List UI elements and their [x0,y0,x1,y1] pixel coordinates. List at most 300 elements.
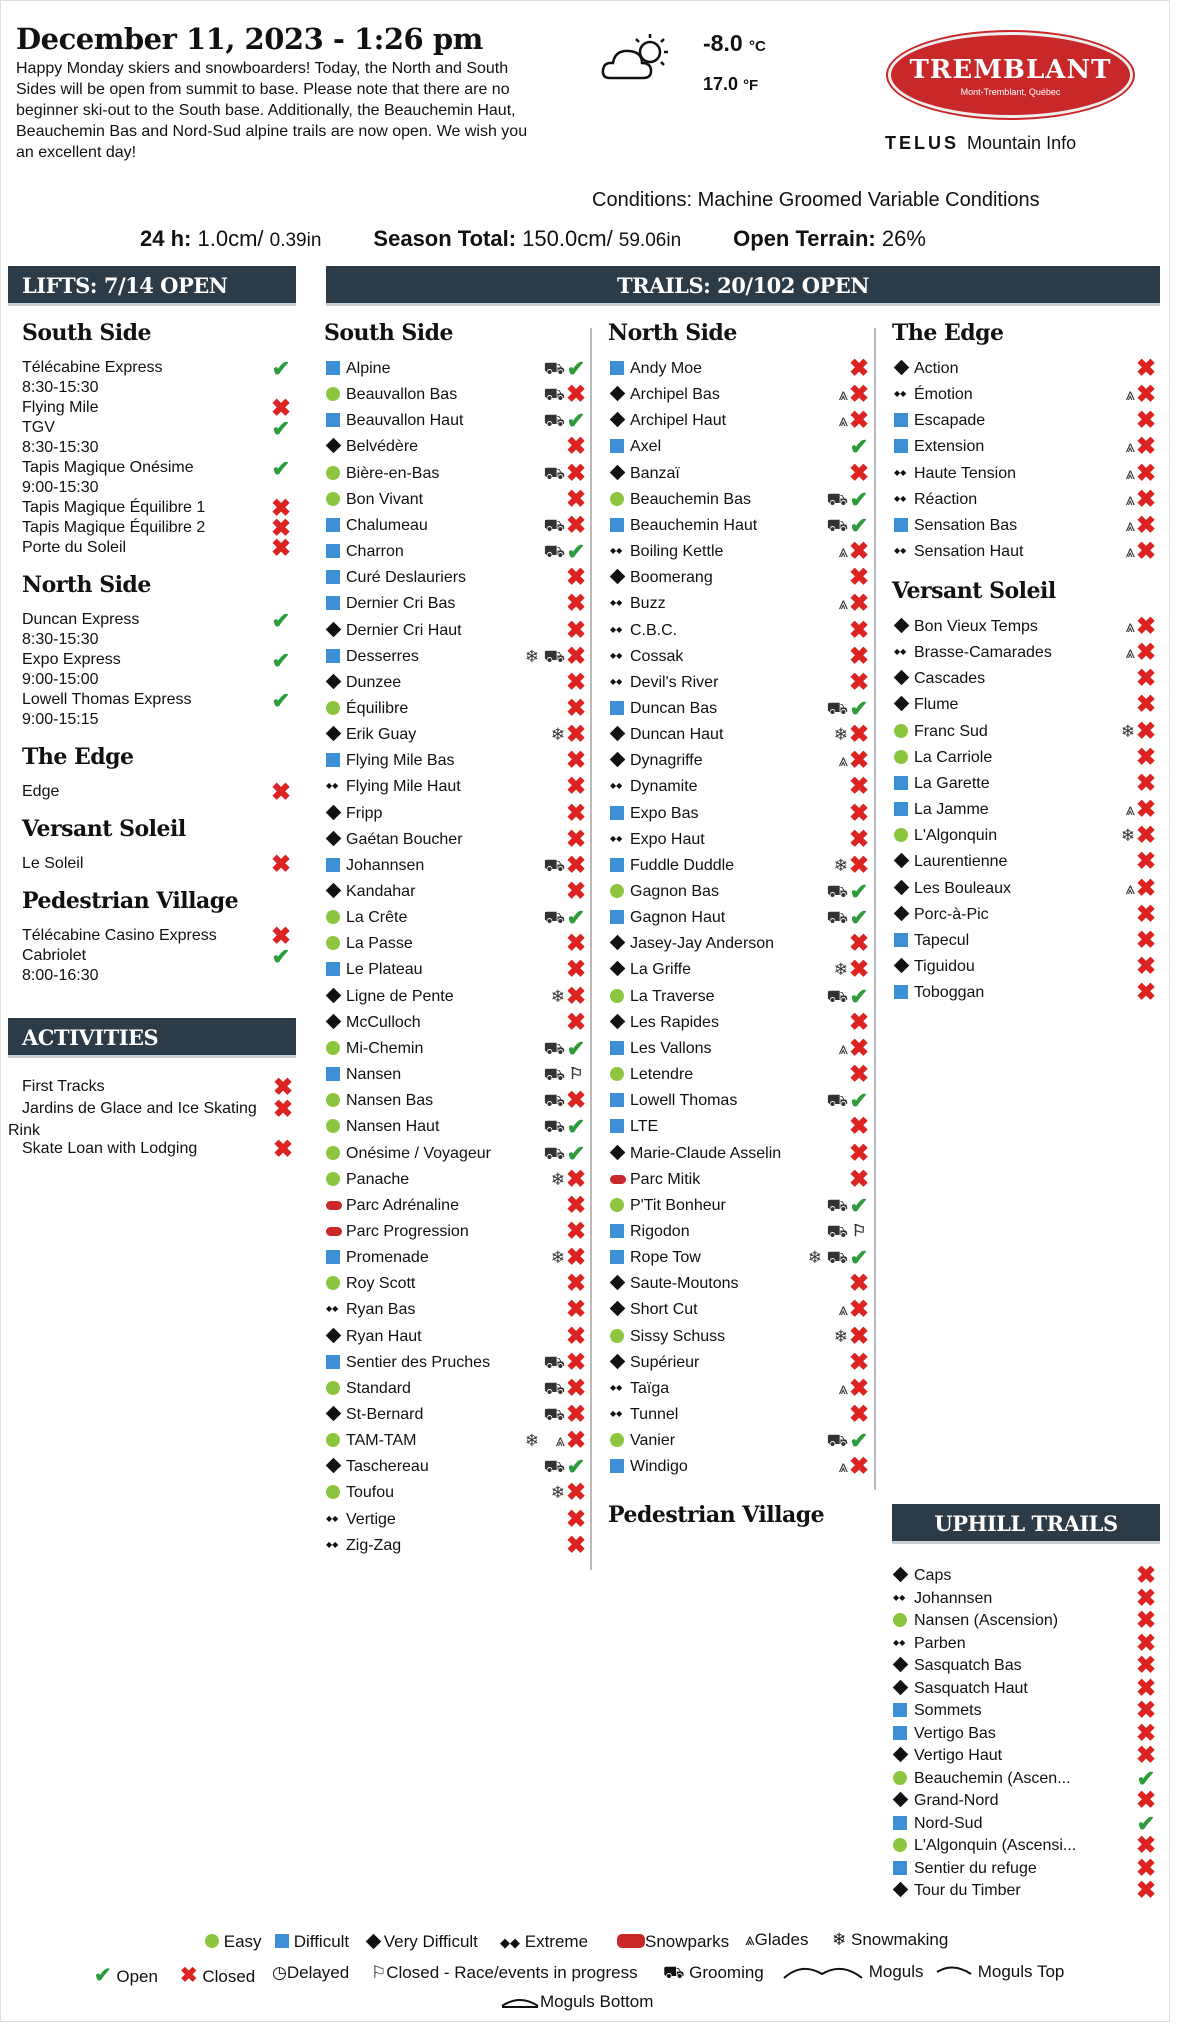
trail-name[interactable]: Brasse-Camarades [914,644,1052,662]
trail-name[interactable]: Letendre [630,1066,694,1084]
glades-icon: ⩓ [1125,489,1135,509]
legend-very-difficult [368,1932,478,1952]
trail-name[interactable]: Équilibre [346,699,409,717]
trail-name[interactable]: Mi-Chemin [346,1039,424,1057]
activity-name[interactable]: Jardins de Glace and Ice Skating [22,1100,257,1117]
trail-name[interactable]: Flying Mile Haut [346,778,461,796]
grooming-icon: ⛟ [543,1457,565,1477]
trail-name[interactable]: McCulloch [346,1013,421,1031]
snowmaking-icon: ❄ [832,1930,847,1949]
closed-x-icon: ✖ [1135,1652,1157,1679]
trail-name[interactable]: Boomerang [630,569,713,587]
open-check-icon: ✔ [849,1245,869,1271]
closed-x-icon: ✖ [565,433,587,461]
season-total-in: 59.06in [618,230,682,251]
section-title: North Side [22,572,151,598]
telus-mountain-info [885,133,1076,154]
trail-name[interactable]: Supérieur [630,1353,700,1371]
open-check-icon: ✔ [1136,1765,1156,1791]
trail-name[interactable]: Alpine [346,360,391,377]
closed-x-icon: ✖ [180,1964,198,1987]
grooming-icon: ⛟ [543,1352,565,1372]
trail-name[interactable]: Gaétan Boucher [346,830,463,848]
closed-x-icon: ✖ [565,381,587,409]
closed-x-icon: ✖ [1135,1854,1157,1882]
legend-moguls-bottom [500,1990,653,2017]
closed-x-icon: ✖ [1135,381,1157,409]
trail-name[interactable]: Marie-Claude Asselin [630,1144,782,1162]
trail-name[interactable]: Les Rapides [630,1013,719,1031]
trail-name[interactable]: Archipel Haut [630,412,727,430]
lift-hours[interactable]: 8:30-15:30 [22,439,99,456]
lift-name[interactable]: Expo Express [22,651,121,668]
snowmaking-icon: ❄ [833,725,848,745]
trail-name[interactable]: Beauvallon Haut [346,412,464,430]
trails-header: TRAILS: 20/102 OPEN [326,266,1160,306]
trail-name[interactable]: Windigo [630,1458,688,1476]
easy-icon [326,1146,340,1160]
closed-x-icon: ✖ [565,1296,587,1324]
closed-x-icon: ✖ [565,878,587,905]
trail-name[interactable]: P'Tit Bonheur [630,1196,726,1214]
closed-x-icon: ✖ [848,590,870,618]
temperature-celsius [703,30,766,57]
closed-x-icon: ✖ [272,1074,294,1101]
open-check-icon: ✔ [849,434,869,460]
trail-name[interactable]: La Carriole [914,748,993,766]
lift-name[interactable]: Edge [22,783,60,800]
closed-x-icon: ✖ [565,485,587,513]
temp-f-value: 17.0 [703,74,739,94]
legend-grooming-label: Grooming [689,1963,764,1982]
lift-name[interactable]: Duncan Express [22,611,140,628]
legend-closed-label: Closed [202,1967,256,1986]
easy-icon [205,1934,219,1948]
grooming-icon: ⛟ [543,542,565,562]
lift-name[interactable]: Télécabine Casino Express [22,927,217,944]
closed-x-icon: ✖ [848,1008,870,1036]
activity-name[interactable]: First Tracks [22,1078,105,1095]
legend-easy-label: Easy [223,1932,262,1951]
logo-text: TREMBLANT [909,55,1112,85]
closed-x-icon: ✖ [848,1061,870,1089]
open-check-icon: ✔ [94,1964,112,1987]
trail-name[interactable]: Expo Bas [630,804,699,822]
trail-name[interactable]: Parc Mitik [630,1170,701,1188]
glades-icon: ⩓ [1125,437,1135,457]
trail-name[interactable]: Bière-en-Bas [346,464,440,482]
trail-name[interactable]: Promenade [346,1249,429,1267]
trail-name[interactable]: Devil's River [630,673,719,691]
trail-name[interactable]: Sensation Haut [914,543,1024,561]
legend-moguls-top [935,1960,1064,1987]
difficult-icon [610,1041,624,1055]
lift-name[interactable]: Tapis Magique Onésime [22,459,194,476]
uphill-trail-name[interactable]: Sommets [914,1702,982,1719]
difficult-icon [610,701,624,715]
trail-name[interactable]: Taïga [630,1379,670,1397]
grooming-icon: ⛟ [543,411,565,431]
legend-open-label: Open [116,1967,158,1986]
trail-name[interactable]: Les Bouleaux [914,879,1011,897]
daily-message: Happy Monday skiers and snowboarders! Today, the North and South Sides will be open from summit to base. Please note that there are no beginner ski-out to the South base. Additionally, the Beauchemin Haut, Beauchemin Bas and Nord-Sud alpine trails are now open. We wish you an excellent day! [16,60,528,161]
activity-name[interactable]: Rink [8,1122,41,1139]
lift-hours[interactable]: 9:00-15:00 [22,671,99,688]
closed-x-icon: ✖ [565,799,587,827]
trail-name[interactable]: Ligne de Pente [346,987,454,1005]
trail-name[interactable]: C.B.C. [630,621,678,639]
closed-x-icon: ✖ [1135,1832,1157,1859]
trail-name[interactable]: Dynagriffe [630,752,703,770]
trail-name[interactable]: Ryan Haut [346,1327,422,1345]
mountain-info-label: Mountain Info [967,133,1077,153]
trail-name[interactable]: La Garette [914,774,990,792]
trail-name[interactable]: Boiling Kettle [630,543,724,561]
uphill-trail-name[interactable]: Sasquatch Haut [914,1679,1028,1697]
lift-name[interactable]: Tapis Magique Équilibre 1 [22,499,206,516]
closed-x-icon: ✖ [1135,639,1157,667]
trail-name[interactable]: Lowell Thomas [630,1092,738,1110]
closed-x-icon: ✖ [565,1191,587,1219]
closed-x-icon: ✖ [848,459,870,487]
closed-x-icon: ✖ [1135,874,1157,902]
trail-name[interactable]: Dynamite [630,778,698,796]
closed-x-icon: ✖ [565,1348,587,1376]
closed-x-icon: ✖ [270,779,292,806]
snowmaking-icon: ❄ [1120,826,1135,846]
trail-name[interactable]: Les Vallons [630,1039,712,1057]
closed-x-icon: ✖ [1135,485,1157,513]
difficult-icon [610,439,624,453]
trail-name[interactable]: La Passe [346,935,413,953]
snowmaking-icon: ❄ [833,1326,848,1346]
trail-name[interactable]: Dernier Cri Haut [346,621,462,639]
trail-name[interactable]: Vanier [630,1432,676,1450]
trail-name[interactable]: Axel [630,438,662,456]
glades-icon: ⩓ [555,1431,565,1451]
trail-name[interactable]: Bon Vieux Temps [914,618,1038,635]
trail-name[interactable]: Banzaï [630,464,680,482]
race-flag-icon: ⚐ [568,1066,584,1084]
snowpark-icon [610,1175,626,1184]
closed-x-icon: ✖ [270,535,292,562]
snow-24h-in: 0.39in [269,230,322,251]
trail-name[interactable]: Fripp [346,804,383,822]
closed-x-icon: ✖ [565,747,587,775]
difficult-icon [326,1067,340,1081]
trail-name[interactable]: Laurentienne [914,853,1008,871]
uphill-trail-name[interactable]: Vertigo Haut [914,1747,1003,1764]
closed-x-icon: ✖ [848,1401,870,1428]
open-terrain-value: 26% [881,226,926,251]
trail-name[interactable]: LTE [630,1118,659,1136]
trail-name[interactable]: Tiguidou [914,957,975,975]
activity-name[interactable]: Skate Loan with Lodging [22,1140,198,1157]
lift-hours[interactable]: 8:00-16:30 [22,967,99,984]
trail-name[interactable]: Flying Mile Bas [346,752,455,770]
trail-name[interactable]: Beauchemin Haut [630,516,758,534]
uphill-trail-name[interactable]: Parben [914,1634,966,1652]
difficult-icon [610,858,624,872]
glades-icon: ⩓ [1125,463,1135,483]
uphill-trail-name[interactable]: Johannsen [914,1589,993,1607]
difficult-icon [326,570,340,584]
lift-name[interactable]: Cabriolet [22,947,87,964]
easy-icon [893,1771,907,1785]
trail-name[interactable]: Flume [914,696,959,714]
closed-x-icon: ✖ [848,355,870,382]
trail-name[interactable]: Toboggan [914,984,985,1002]
uphill-trail-name[interactable]: Nansen (Ascension) [914,1612,1059,1629]
trail-name[interactable]: Porc-à-Pic [914,905,989,923]
trail-name[interactable]: L'Algonquin [914,827,998,845]
trail-name[interactable]: Bon Vivant [346,490,424,508]
closed-x-icon: ✖ [848,1034,870,1062]
trail-name[interactable]: Sissy Schuss [630,1327,726,1345]
section-title: South Side [324,320,453,346]
trail-name[interactable]: Johannsen [346,856,425,874]
trail-name[interactable]: Réaction [914,490,978,508]
trail-name[interactable]: Parc Progression [346,1222,469,1240]
trail-name[interactable]: Beauvallon Bas [346,386,458,404]
lift-hours[interactable]: 9:00-15:15 [22,711,99,728]
difficult-icon [894,413,908,427]
trail-name[interactable]: Fuddle Duddle [630,856,735,874]
uphill-trail-name[interactable]: Vertigo Bas [914,1724,996,1742]
difficult-icon [894,518,908,532]
section-title: Versant Soleil [892,578,1056,604]
closed-x-icon: ✖ [565,721,587,749]
trail-name[interactable]: Sentier des Pruches [346,1353,491,1371]
open-check-icon: ✔ [566,905,586,931]
grooming-icon: ⛟ [826,698,848,718]
closed-x-icon: ✖ [565,1505,587,1533]
trail-name[interactable]: Gagnon Bas [630,883,719,900]
trail-name[interactable]: La Crête [346,909,408,927]
closed-x-icon: ✖ [1135,538,1157,566]
trail-name[interactable]: Franc Sud [914,722,988,740]
closed-x-icon: ✖ [848,1322,870,1350]
season-total-label: Season Total: [373,226,517,251]
snowmaking-icon: ❄ [833,855,848,875]
grooming-icon: ⛟ [826,1431,848,1451]
trail-name[interactable]: Beauchemin Bas [630,490,751,508]
trail-name[interactable]: Nansen Bas [346,1092,434,1110]
snowmaking-icon: ❄ [550,725,565,745]
legend-easy [205,1932,262,1952]
trail-name[interactable]: La Jamme [914,801,989,819]
lift-hours[interactable]: 8:30-15:30 [22,379,99,396]
trail-name[interactable]: TAM-TAM [346,1432,417,1450]
open-check-icon: ✔ [849,486,869,512]
trail-name[interactable]: Parc Adrénaline [346,1196,459,1214]
closed-x-icon: ✖ [565,930,587,958]
closed-x-icon: ✖ [848,851,870,879]
trail-name[interactable]: Tapecul [914,931,970,949]
extreme-icon: ◆◆ [500,1935,520,1950]
lift-name[interactable]: Tapis Magique Équilibre 2 [22,519,206,536]
uphill-trail-name[interactable]: Caps [914,1567,952,1584]
uphill-trail-name[interactable]: Nord-Sud [914,1814,983,1832]
trail-name[interactable]: Zig-Zag [346,1536,402,1554]
trail-name[interactable]: Gagnon Haut [630,909,726,927]
trail-name[interactable]: Sensation Bas [914,516,1018,534]
trail-name[interactable]: Cossak [630,647,684,665]
easy-icon [610,1198,624,1212]
trail-name[interactable]: La Traverse [630,987,715,1005]
trail-name[interactable]: Vertige [346,1510,396,1528]
uphill-trail-name[interactable]: L'Algonquin (Ascensi... [914,1837,1077,1854]
closed-x-icon: ✖ [848,407,870,435]
legend-snowparks [617,1932,729,1952]
trail-name[interactable]: Curé Deslauriers [346,569,467,587]
trail-name[interactable]: Dunzee [346,673,402,691]
open-check-icon: ✔ [849,1088,869,1114]
trail-name[interactable]: Chalumeau [346,516,428,534]
temp-c-unit: °C [749,38,766,55]
lift-hours[interactable]: 8:30-15:30 [22,631,99,648]
uphill-trail-name[interactable]: Sasquatch Bas [914,1657,1022,1674]
closed-x-icon: ✖ [565,773,587,801]
trail-name[interactable]: Saute-Moutons [630,1275,739,1293]
logo-subtitle: Mont-Tremblant, Québec [960,87,1061,97]
closed-x-icon: ✖ [848,1165,870,1193]
snowmaking-icon: ❄ [1120,721,1135,741]
lift-hours[interactable]: 9:00-15:30 [22,479,99,496]
extreme-icon: ◆◆ [894,546,907,556]
trail-name[interactable]: Escapade [914,412,986,430]
trail-name[interactable]: Ryan Bas [346,1301,416,1319]
closed-x-icon: ✖ [1135,433,1157,461]
trail-name[interactable]: Onésime / Voyageur [346,1144,491,1162]
legend-grooming [663,1963,764,1985]
trail-name[interactable]: Erik Guay [346,726,417,744]
trail-name[interactable]: Short Cut [630,1301,698,1319]
lift-name[interactable]: Flying Mile [22,399,99,416]
trail-name[interactable]: Kandahar [346,883,416,900]
trail-name[interactable]: Andy Moe [630,360,703,377]
closed-x-icon: ✖ [565,1374,587,1402]
uphill-trail-name[interactable]: Sentier du refuge [914,1859,1037,1877]
easy-icon [326,1041,340,1055]
open-check-icon: ✔ [566,1035,586,1061]
trail-name[interactable]: Buzz [630,595,666,613]
closed-x-icon: ✖ [565,511,587,539]
closed-x-icon: ✖ [270,923,292,950]
closed-x-icon: ✖ [848,381,870,409]
lift-name[interactable]: Le Soleil [22,855,84,872]
closed-x-icon: ✖ [848,668,870,696]
closed-x-icon: ✖ [565,1531,587,1559]
uphill-header: UPHILL TRAILS [892,1504,1160,1544]
extreme-icon: ◆◆ [893,1592,906,1602]
easy-icon [893,1838,907,1852]
snow-stats: 24 h: 1.0cm/ 0.39in Season Total: 150.0cm/ 59.06in Open Terrain: 26% [140,226,926,251]
trail-name[interactable]: Tunnel [630,1406,679,1423]
grooming-icon: ⛟ [543,463,565,483]
closed-x-icon: ✖ [565,1008,587,1036]
trail-name[interactable]: Duncan Bas [630,699,718,717]
lift-name[interactable]: TGV [22,419,55,436]
uphill-trail-name[interactable]: Tour du Timber [914,1882,1021,1899]
easy-icon [894,750,908,764]
closed-x-icon: ✖ [1135,822,1157,850]
lift-name[interactable]: Télécabine Express [22,359,163,376]
snowmaking-icon: ❄ [550,1169,565,1189]
trail-name[interactable]: Expo Haut [630,830,705,848]
trail-name[interactable]: Charron [346,543,404,561]
closed-x-icon: ✖ [848,956,870,984]
race-flag-icon: ⚐ [851,1222,867,1240]
closed-x-icon: ✖ [1135,1719,1157,1747]
closed-x-icon: ✖ [1135,355,1157,382]
trail-name[interactable]: Duncan Haut [630,726,724,744]
grooming-icon: ⛟ [826,1248,848,1268]
open-check-icon: ✔ [849,512,869,538]
trail-name[interactable]: Nansen Haut [346,1118,440,1136]
easy-icon [326,466,340,480]
trail-name[interactable]: Action [914,360,959,377]
uphill-trail-name[interactable]: Beauchemin (Ascen... [914,1769,1071,1787]
trail-name[interactable]: Archipel Bas [630,386,720,404]
lift-name[interactable]: Porte du Soleil [22,539,127,556]
extreme-icon: ◆◆ [894,647,907,657]
trail-name[interactable]: Rigodon [630,1222,690,1240]
trail-name[interactable]: Rope Tow [630,1249,701,1267]
trail-name[interactable]: Jasey-Jay Anderson [630,935,775,953]
closed-x-icon: ✖ [1135,691,1157,719]
grooming-icon: ⛟ [826,908,848,928]
trail-name[interactable]: Toufou [346,1484,395,1502]
trail-name[interactable]: Standard [346,1379,411,1397]
trail-name[interactable]: Extension [914,438,985,456]
lift-name[interactable]: Lowell Thomas Express [22,691,192,708]
easy-icon [326,1381,340,1395]
difficult-icon [326,413,340,427]
glades-icon: ⩓ [838,411,848,431]
closed-x-icon: ✖ [1135,1697,1157,1724]
trail-name[interactable]: Émotion [914,386,973,404]
snowpark-icon [617,1934,645,1948]
trail-name[interactable]: Taschereau [346,1458,429,1476]
trail-name[interactable]: Dernier Cri Bas [346,595,456,613]
trail-name[interactable]: Nansen [346,1066,402,1084]
difficult-icon [893,1726,907,1740]
trail-name[interactable]: Le Plateau [346,961,423,979]
legend-race [371,1963,638,1983]
legend-moguls-label: Moguls [868,1962,924,1981]
trail-name[interactable]: Desserres [346,647,419,665]
trail-name[interactable]: Panache [346,1170,410,1188]
difficult-icon [610,1119,624,1133]
trail-name[interactable]: Cascades [914,670,986,688]
trail-name[interactable]: La Griffe [630,961,692,979]
uphill-trail-name[interactable]: Grand-Nord [914,1792,999,1809]
trail-name[interactable]: Belvédère [346,438,419,456]
trail-name[interactable]: St-Bernard [346,1406,424,1423]
snowmaking-icon: ❄ [550,1483,565,1503]
trail-name[interactable]: Haute Tension [914,464,1016,482]
closed-x-icon: ✖ [565,590,587,618]
closed-x-icon: ✖ [565,1217,587,1245]
legend-snowmaking-label: Snowmaking [850,1930,949,1949]
trail-name[interactable]: Roy Scott [346,1275,416,1293]
closed-x-icon: ✖ [1135,717,1157,745]
season-total-cm: 150.0cm [522,226,607,251]
easy-icon [610,1067,624,1081]
easy-icon [894,724,908,738]
closed-x-icon: ✖ [1135,769,1157,797]
